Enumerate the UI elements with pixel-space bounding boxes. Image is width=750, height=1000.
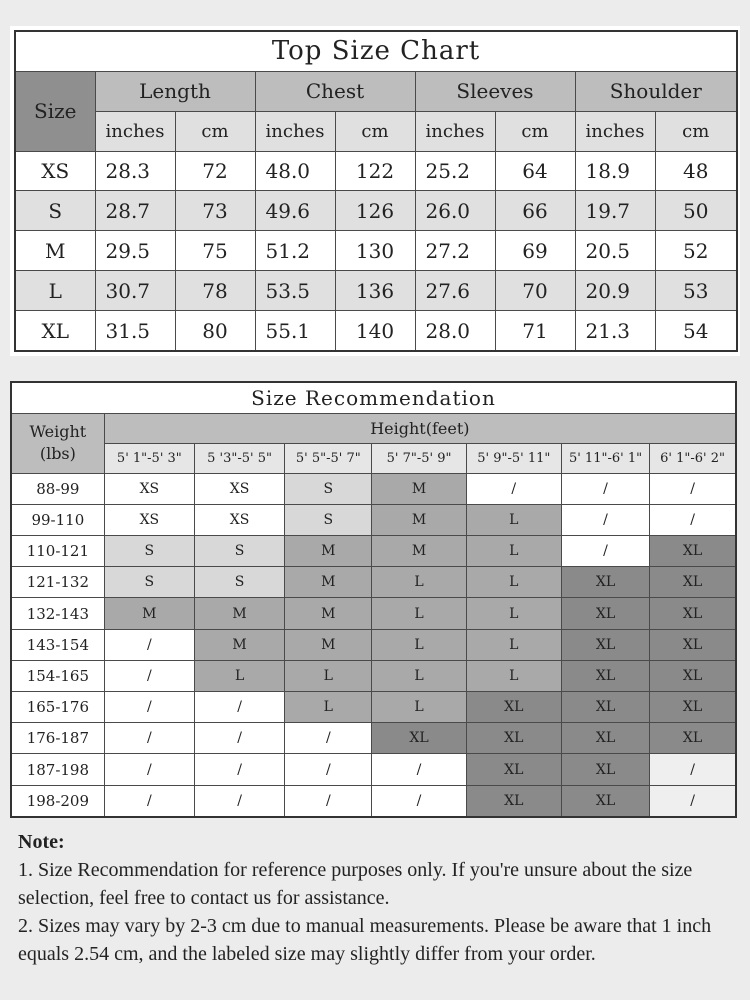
recommendation-row bbox=[11, 785, 736, 817]
weight-label: 88-99 bbox=[11, 473, 104, 504]
weight-label: 99-110 bbox=[11, 504, 104, 535]
measurement-cell: 50 bbox=[655, 191, 737, 231]
height-range-header: 5' 7"-5' 9" bbox=[372, 444, 466, 473]
recommendation-row bbox=[11, 754, 736, 785]
height-range-header: 5' 5"-5' 7" bbox=[285, 444, 372, 473]
recommended-size-cell: / bbox=[194, 754, 284, 785]
recommended-size-cell: XL bbox=[561, 598, 649, 629]
measurement-cell: 48.0 bbox=[255, 151, 335, 191]
measurement-cell: 28.7 bbox=[95, 191, 175, 231]
recommended-size-cell: XL bbox=[372, 723, 466, 754]
recommended-size-cell: XL bbox=[561, 723, 649, 754]
note-item: 2. Sizes may vary by 2-3 cm due to manual measurements. Please be aware that 1 inch equals 2.54 cm, and the labeled size may slightly differ from your order. bbox=[18, 915, 712, 965]
unit-header: inches bbox=[575, 111, 655, 151]
recommended-size-cell: M bbox=[285, 629, 372, 660]
size-chart-table bbox=[14, 30, 738, 352]
measurement-cell: 53 bbox=[655, 271, 737, 311]
weight-label: 110-121 bbox=[11, 536, 104, 567]
size-label: M bbox=[15, 231, 95, 271]
measurement-cell: 19.7 bbox=[575, 191, 655, 231]
weight-label: 121-132 bbox=[11, 567, 104, 598]
recommended-size-cell: L bbox=[466, 629, 561, 660]
recommended-size-cell: / bbox=[650, 785, 736, 817]
recommended-size-cell: XL bbox=[561, 754, 649, 785]
unit-header: cm bbox=[495, 111, 575, 151]
recommended-size-cell: / bbox=[561, 536, 649, 567]
measurement-cell: 130 bbox=[335, 231, 415, 271]
height-range-header: 5' 9"-5' 11" bbox=[466, 444, 561, 473]
recommended-size-cell: / bbox=[561, 504, 649, 535]
recommended-size-cell: XS bbox=[194, 504, 284, 535]
recommended-size-cell: M bbox=[285, 598, 372, 629]
measurement-cell: 28.3 bbox=[95, 151, 175, 191]
measurement-cell: 64 bbox=[495, 151, 575, 191]
height-range-row bbox=[11, 444, 736, 473]
size-recommendation bbox=[10, 381, 737, 818]
recommended-size-cell: XL bbox=[650, 567, 736, 598]
recommended-size-cell: / bbox=[650, 754, 736, 785]
recommendation-title: Size Recommendation bbox=[11, 382, 736, 414]
recommended-size-cell: S bbox=[285, 473, 372, 504]
measurement-cell: 55.1 bbox=[255, 311, 335, 351]
recommendation-row bbox=[11, 598, 736, 629]
recommendation-row bbox=[11, 692, 736, 723]
size-row-m bbox=[15, 231, 737, 271]
recommended-size-cell: XL bbox=[561, 629, 649, 660]
measurement-cell: 66 bbox=[495, 191, 575, 231]
recommended-size-cell: XL bbox=[650, 629, 736, 660]
measurement-cell: 31.5 bbox=[95, 311, 175, 351]
recommended-size-cell: XL bbox=[561, 692, 649, 723]
recommended-size-cell: / bbox=[561, 473, 649, 504]
recommended-size-cell: XL bbox=[650, 598, 736, 629]
recommended-size-cell: L bbox=[466, 660, 561, 691]
unit-header: cm bbox=[175, 111, 255, 151]
shoulder-header: Shoulder bbox=[575, 71, 737, 111]
measurement-cell: 140 bbox=[335, 311, 415, 351]
recommended-size-cell: M bbox=[194, 629, 284, 660]
measurement-cell: 49.6 bbox=[255, 191, 335, 231]
recommended-size-cell: L bbox=[372, 629, 466, 660]
recommended-size-cell: / bbox=[194, 785, 284, 817]
recommended-size-cell: / bbox=[194, 692, 284, 723]
height-range-header: 6' 1"-6' 2" bbox=[650, 444, 736, 473]
recommended-size-cell: / bbox=[104, 785, 194, 817]
weight-header-label: Weight (lbs) bbox=[29, 422, 87, 464]
recommended-size-cell: / bbox=[650, 473, 736, 504]
measurement-cell: 71 bbox=[495, 311, 575, 351]
recommendation-body bbox=[11, 473, 736, 817]
notes bbox=[18, 828, 738, 968]
weight-label: 132-143 bbox=[11, 598, 104, 629]
measurement-cell: 54 bbox=[655, 311, 737, 351]
size-column-header: Size bbox=[15, 71, 95, 151]
note-item: 1. Size Recommendation for reference purposes only. If you're unsure about the size selection, feel free to contact us for assistance. bbox=[18, 859, 693, 909]
height-range-header: 5 '3"-5' 5" bbox=[194, 444, 284, 473]
recommended-size-cell: M bbox=[372, 504, 466, 535]
recommended-size-cell: M bbox=[372, 473, 466, 504]
recommendation-row bbox=[11, 536, 736, 567]
recommended-size-cell: S bbox=[194, 567, 284, 598]
size-label: XL bbox=[15, 311, 95, 351]
recommended-size-cell: M bbox=[285, 567, 372, 598]
recommended-size-cell: / bbox=[104, 723, 194, 754]
recommendation-row bbox=[11, 473, 736, 504]
recommended-size-cell: M bbox=[194, 598, 284, 629]
weight-label: 187-198 bbox=[11, 754, 104, 785]
measurement-cell: 27.2 bbox=[415, 231, 495, 271]
measurement-cell: 48 bbox=[655, 151, 737, 191]
measurement-cell: 78 bbox=[175, 271, 255, 311]
size-row-xl bbox=[15, 311, 737, 351]
recommended-size-cell: L bbox=[194, 660, 284, 691]
recommended-size-cell: / bbox=[194, 723, 284, 754]
measurement-cell: 25.2 bbox=[415, 151, 495, 191]
recommended-size-cell: L bbox=[466, 567, 561, 598]
recommended-size-cell: / bbox=[104, 754, 194, 785]
recommended-size-cell: XS bbox=[104, 504, 194, 535]
measurement-cell: 30.7 bbox=[95, 271, 175, 311]
measurement-cell: 21.3 bbox=[575, 311, 655, 351]
measurement-cell: 29.5 bbox=[95, 231, 175, 271]
measurement-cell: 73 bbox=[175, 191, 255, 231]
measurement-cell: 75 bbox=[175, 231, 255, 271]
measurement-cell: 53.5 bbox=[255, 271, 335, 311]
recommendation-row bbox=[11, 660, 736, 691]
recommended-size-cell: / bbox=[285, 754, 372, 785]
recommended-size-cell: / bbox=[466, 473, 561, 504]
recommended-size-cell: XL bbox=[466, 785, 561, 817]
recommended-size-cell: XL bbox=[650, 536, 736, 567]
recommendation-row bbox=[11, 723, 736, 754]
measurement-cell: 51.2 bbox=[255, 231, 335, 271]
measurement-cell: 18.9 bbox=[575, 151, 655, 191]
recommended-size-cell: L bbox=[466, 598, 561, 629]
recommended-size-cell: XL bbox=[561, 567, 649, 598]
weight-label: 143-154 bbox=[11, 629, 104, 660]
recommended-size-cell: XL bbox=[650, 660, 736, 691]
recommended-size-cell: / bbox=[650, 504, 736, 535]
recommended-size-cell: / bbox=[104, 692, 194, 723]
recommendation-row bbox=[11, 567, 736, 598]
recommended-size-cell: M bbox=[372, 536, 466, 567]
size-chart-title: Top Size Chart bbox=[15, 31, 737, 71]
weight-label: 165-176 bbox=[11, 692, 104, 723]
unit-header: inches bbox=[95, 111, 175, 151]
measurement-cell: 20.9 bbox=[575, 271, 655, 311]
recommended-size-cell: S bbox=[285, 504, 372, 535]
recommended-size-cell: L bbox=[285, 660, 372, 691]
recommended-size-cell: S bbox=[104, 536, 194, 567]
unit-header: inches bbox=[415, 111, 495, 151]
size-label: L bbox=[15, 271, 95, 311]
measurement-cell: 52 bbox=[655, 231, 737, 271]
measurement-cell: 122 bbox=[335, 151, 415, 191]
recommended-size-cell: XL bbox=[561, 785, 649, 817]
recommended-size-cell: XL bbox=[561, 660, 649, 691]
recommended-size-cell: M bbox=[104, 598, 194, 629]
size-chart-body bbox=[15, 151, 737, 351]
recommended-size-cell: L bbox=[466, 536, 561, 567]
recommended-size-cell: XL bbox=[466, 754, 561, 785]
size-label: XS bbox=[15, 151, 95, 191]
recommended-size-cell: / bbox=[104, 629, 194, 660]
weight-label: 198-209 bbox=[11, 785, 104, 817]
measurement-cell: 20.5 bbox=[575, 231, 655, 271]
recommended-size-cell: L bbox=[372, 692, 466, 723]
recommended-size-cell: S bbox=[104, 567, 194, 598]
measurement-cell: 136 bbox=[335, 271, 415, 311]
unit-header: inches bbox=[255, 111, 335, 151]
weight-header bbox=[11, 414, 104, 473]
recommended-size-cell: L bbox=[285, 692, 372, 723]
recommended-size-cell: XL bbox=[466, 692, 561, 723]
recommended-size-cell: XS bbox=[104, 473, 194, 504]
unit-header: cm bbox=[655, 111, 737, 151]
measurement-cell: 126 bbox=[335, 191, 415, 231]
recommended-size-cell: XL bbox=[466, 723, 561, 754]
size-label: S bbox=[15, 191, 95, 231]
height-range-header: 5' 1"-5' 3" bbox=[104, 444, 194, 473]
size-row-s bbox=[15, 191, 737, 231]
recommended-size-cell: L bbox=[466, 504, 561, 535]
recommended-size-cell: L bbox=[372, 567, 466, 598]
recommended-size-cell: / bbox=[104, 660, 194, 691]
recommendation-row bbox=[11, 504, 736, 535]
measurement-cell: 80 bbox=[175, 311, 255, 351]
recommended-size-cell: / bbox=[372, 754, 466, 785]
recommended-size-cell: L bbox=[372, 598, 466, 629]
notes-title: Note: bbox=[18, 831, 65, 853]
weight-label: 176-187 bbox=[11, 723, 104, 754]
size-row-l bbox=[15, 271, 737, 311]
chest-header: Chest bbox=[255, 71, 415, 111]
measurement-cell: 28.0 bbox=[415, 311, 495, 351]
measurement-cell: 69 bbox=[495, 231, 575, 271]
height-range-header: 5' 11"-6' 1" bbox=[561, 444, 649, 473]
measurement-cell: 27.6 bbox=[415, 271, 495, 311]
recommended-size-cell: / bbox=[372, 785, 466, 817]
recommendation-row bbox=[11, 629, 736, 660]
recommended-size-cell: XL bbox=[650, 723, 736, 754]
recommended-size-cell: XS bbox=[194, 473, 284, 504]
recommended-size-cell: L bbox=[372, 660, 466, 691]
size-row-xs bbox=[15, 151, 737, 191]
measurement-cell: 72 bbox=[175, 151, 255, 191]
sleeves-header: Sleeves bbox=[415, 71, 575, 111]
weight-label: 154-165 bbox=[11, 660, 104, 691]
unit-header: cm bbox=[335, 111, 415, 151]
measurement-cell: 26.0 bbox=[415, 191, 495, 231]
recommended-size-cell: S bbox=[194, 536, 284, 567]
recommendation-table bbox=[10, 381, 737, 818]
recommended-size-cell: M bbox=[285, 536, 372, 567]
recommended-size-cell: / bbox=[285, 723, 372, 754]
length-header: Length bbox=[95, 71, 255, 111]
measurement-cell: 70 bbox=[495, 271, 575, 311]
recommended-size-cell: / bbox=[285, 785, 372, 817]
top-size-chart bbox=[10, 26, 740, 356]
recommended-size-cell: XL bbox=[650, 692, 736, 723]
height-header: Height(feet) bbox=[104, 414, 736, 444]
